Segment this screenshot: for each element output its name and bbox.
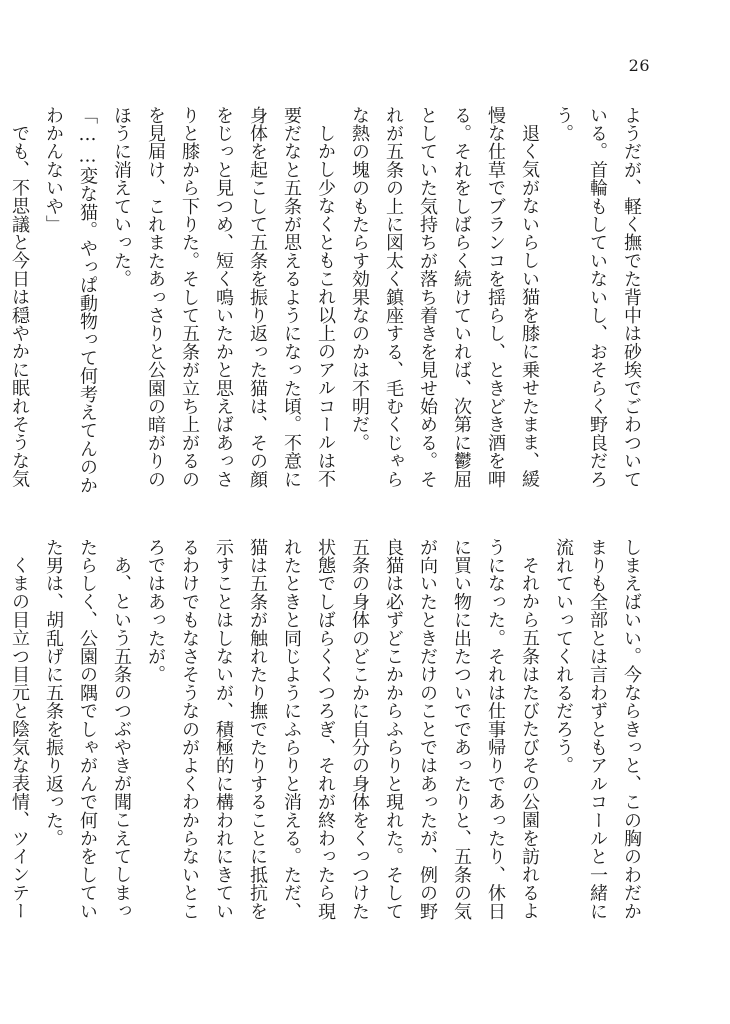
paragraph: くまの目立つ目元と陰気な表情、ツインテー (9, 556, 30, 920)
paragraph: しかし少なくともこれ以上のアルコールは不要だなと五条が思えるようになった頃。不意に身体を起こして五条を振り返った猫は、その顔をじっと見つめ、短く鳴いたかと思えばあっさりと膝から下りた。そして五条が立ち上がるのを見届け、これまたあっさりと公園の暗がりのほうに消えていった。 (111, 106, 336, 489)
paragraph: あ、という五条のつぶやきが聞こえてしまったらしく、公園の隅でしゃがんで何かをしていた男は、胡乱げに五条を振り返った。 (43, 538, 132, 921)
page-number: 26 (628, 56, 650, 75)
dialogue-line: 「……変な猫。やっぱ動物って何考えてんのかわかんないや」 (43, 106, 98, 495)
text-block-lower (9, 538, 648, 930)
paragraph: でも、不思議と今日は穏やかに眠れそうな気 (9, 124, 30, 488)
text-block-upper (9, 106, 648, 498)
paragraph: しまえばいい。今ならきっと、この胸のわだかまりも全部とは言わずともアルコールと一緒に流れていってくれるだろう。 (553, 538, 642, 921)
paragraph: それから五条はたびたびその公園を訪れるようになった。それは仕事帰りであったり、休日に買い物に出たついでであったりと、五条の気が向いたときだけのことではあったが、例の野良猫は必ずどこかからふらりと現れた。そして五条の身体のどこかに自分の身体をくっつけた状態でしばらくくつろぎ、それが終わったら現れたときと同じようにふらりと消える。ただ、猫は五条が触れたり撫でたりすることに抵抗を示すことはしないが、積極的に構われにきているわけでもなさそうなのがよくわからないところではあったが。 (145, 538, 540, 921)
paragraph: ようだが、軽く撫でた背中は砂埃でごわついている。首輪もしていないし、おそらく野良だろう。 (553, 106, 642, 489)
paragraph: 退く気がないらしい猫を膝に乗せたまま、緩慢な仕草でブランコを揺らし、ときどき酒を呷る。それをしばらく続けていれば、次第に鬱屈としていた気持ちが落ち着きを見せ始める。それが五条の上に図太く鎮座する、毛むくじゃらな熱の塊のもたらす効果なのかは不明だ。 (349, 106, 540, 489)
